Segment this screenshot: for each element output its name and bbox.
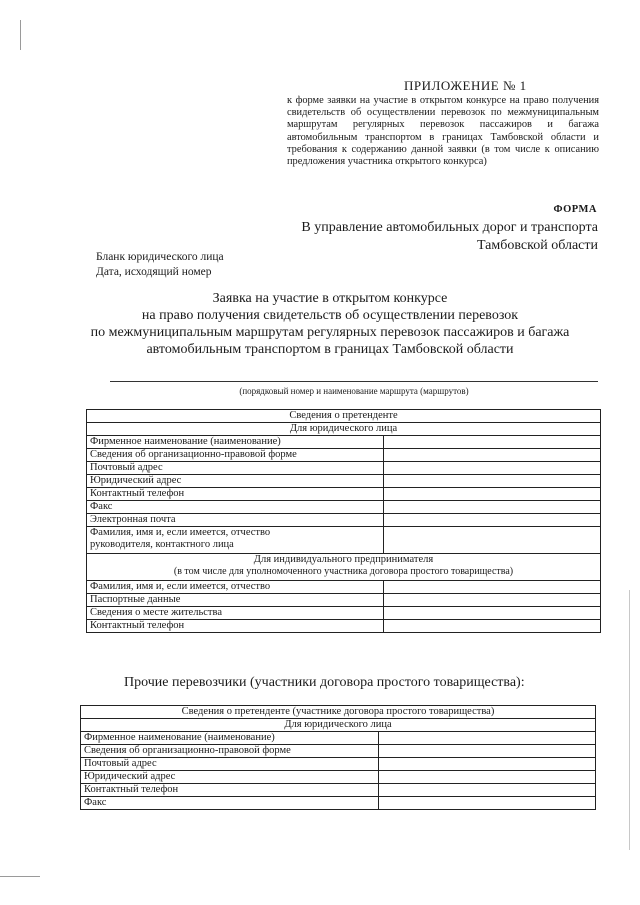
forma-label: ФОРМА xyxy=(553,204,597,215)
field-label: Фирменное наименование (наименование) xyxy=(87,436,384,449)
field-label: Электронная почта xyxy=(87,514,384,527)
table-row xyxy=(87,488,601,501)
field-label: Паспортные данные xyxy=(87,594,384,607)
field-value-cell[interactable] xyxy=(379,771,596,784)
field-value-cell[interactable] xyxy=(384,449,601,462)
table-row xyxy=(87,501,601,514)
table-row xyxy=(87,620,601,633)
heading-line-2: на право получения свидетельств об осуществлении перевозок xyxy=(141,308,519,323)
table-row xyxy=(87,594,601,607)
table-row xyxy=(87,449,601,462)
field-value-cell[interactable] xyxy=(384,462,601,475)
addressee-line-1: В управление автомобильных дорог и транспорта xyxy=(301,220,598,235)
field-value-cell[interactable] xyxy=(384,514,601,527)
heading-line-4: автомобильным транспортом в границах Тамбовской области xyxy=(146,342,514,357)
field-value-cell[interactable] xyxy=(379,784,596,797)
other-carriers-heading: Прочие перевозчики (участники договора простого товарищества): xyxy=(124,675,525,690)
field-value-cell[interactable] xyxy=(384,620,601,633)
table-row xyxy=(81,719,596,732)
field-label xyxy=(87,527,384,554)
table-row xyxy=(81,784,596,797)
scan-artifact-left-bottom xyxy=(0,876,40,877)
table-row xyxy=(81,706,596,719)
table-row xyxy=(87,423,601,436)
other-carriers-table xyxy=(80,705,596,810)
appendix-title: ПРИЛОЖЕНИЕ № 1 xyxy=(404,78,527,93)
field-value-cell[interactable] xyxy=(384,527,601,554)
table-header: Сведения о претенденте (участнике договора простого товарищества) xyxy=(81,706,596,719)
field-label: Почтовый адрес xyxy=(87,462,384,475)
manager-line-2: руководителя, контактного лица xyxy=(90,539,234,550)
legal-entity-header: Для юридического лица xyxy=(87,423,601,436)
letterhead-block xyxy=(96,250,224,279)
legal-entity-header: Для юридического лица xyxy=(81,719,596,732)
field-label: Сведения о месте жительства xyxy=(87,607,384,620)
table-row xyxy=(87,607,601,620)
table-row xyxy=(87,514,601,527)
table-row xyxy=(81,732,596,745)
individual-entrepreneur-header xyxy=(87,554,601,581)
table-row xyxy=(87,581,601,594)
letterhead-line-2: Дата, исходящий номер xyxy=(96,265,212,278)
route-caption: (порядковый номер и наименование маршрута (маршрутов) xyxy=(239,386,469,396)
field-value-cell[interactable] xyxy=(384,581,601,594)
field-label: Почтовый адрес xyxy=(81,758,379,771)
applicant-info-table xyxy=(86,409,601,633)
table-row xyxy=(87,475,601,488)
field-label: Контактный телефон xyxy=(87,620,384,633)
heading-line-1: Заявка на участие в открытом конкурсе xyxy=(212,291,448,306)
field-value-cell[interactable] xyxy=(384,501,601,514)
scan-artifact-right xyxy=(629,590,630,850)
ip-header-line-1: Для индивидуального предпринимателя xyxy=(253,554,434,565)
field-label: Контактный телефон xyxy=(81,784,379,797)
table-header: Сведения о претенденте xyxy=(87,410,601,423)
table-row xyxy=(81,797,596,810)
field-label: Фамилия, имя и, если имеется, отчество xyxy=(87,581,384,594)
field-value-cell[interactable] xyxy=(384,475,601,488)
field-label: Факс xyxy=(81,797,379,810)
field-value-cell[interactable] xyxy=(384,594,601,607)
addressee-line-2: Тамбовской области xyxy=(476,238,598,253)
table-row xyxy=(81,771,596,784)
field-label: Контактный телефон xyxy=(87,488,384,501)
letterhead-line-1: Бланк юридического лица xyxy=(96,251,224,263)
field-label: Сведения об организационно-правовой форме xyxy=(81,745,379,758)
route-fill-line xyxy=(110,381,598,382)
field-value-cell[interactable] xyxy=(384,488,601,501)
manager-line-1: Фамилия, имя и, если имеется, отчество xyxy=(90,527,271,538)
appendix-note: к форме заявки на участие в открытом конкурсе на право получения свидетельств об осуществлении перевозок по межмуниципальным маршрутам регулярных перевозок пассажиров и багажа автомобильным транспортом в границах Тамбовской области и требования к содержанию данной заявки (в том числе к описанию предложения участника открытого конкурса) xyxy=(287,95,599,168)
field-label: Сведения об организационно-правовой форме xyxy=(87,449,384,462)
heading-line-3: по межмуниципальным маршрутам регулярных перевозок пассажиров и багажа xyxy=(90,325,570,340)
table-row xyxy=(87,462,601,475)
addressee xyxy=(268,219,598,255)
table-row xyxy=(87,527,601,554)
field-value-cell[interactable] xyxy=(379,797,596,810)
field-value-cell[interactable] xyxy=(379,745,596,758)
table-row xyxy=(81,745,596,758)
field-label: Факс xyxy=(87,501,384,514)
field-value-cell[interactable] xyxy=(384,607,601,620)
field-label: Фирменное наименование (наименование) xyxy=(81,732,379,745)
field-value-cell[interactable] xyxy=(384,436,601,449)
table-row xyxy=(81,758,596,771)
table-row xyxy=(87,410,601,423)
field-value-cell[interactable] xyxy=(379,732,596,745)
ip-header-line-2: (в том числе для уполномоченного участника договора простого товарищества) xyxy=(173,566,514,577)
field-value-cell[interactable] xyxy=(379,758,596,771)
table-row xyxy=(87,436,601,449)
field-label: Юридический адрес xyxy=(81,771,379,784)
table-row xyxy=(87,554,601,581)
field-label: Юридический адрес xyxy=(87,475,384,488)
scan-artifact-left xyxy=(20,20,21,50)
document-heading xyxy=(60,290,600,358)
